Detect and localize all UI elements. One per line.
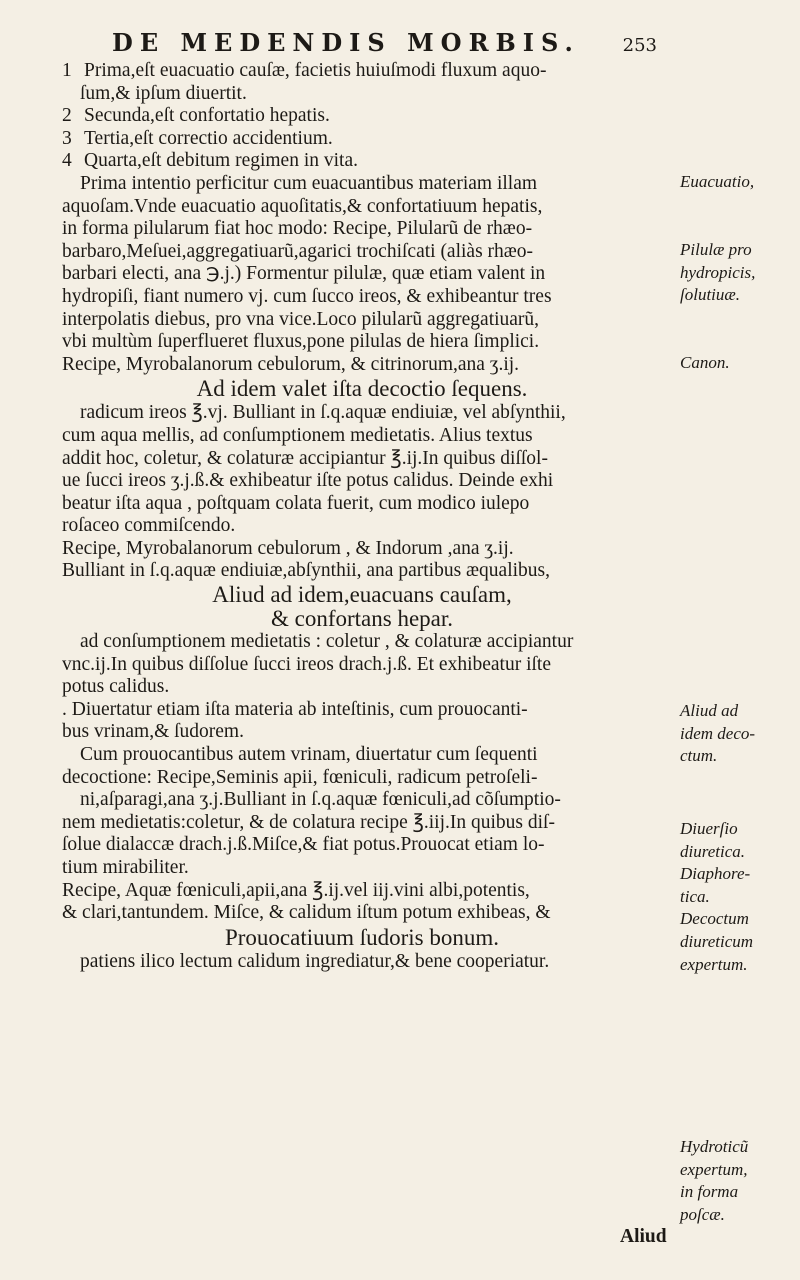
section-heading: & confortans hepar. (270, 607, 454, 632)
text-line: addit hoc, coletur, & colaturæ accipiantur ℥.ij.In quibus diſſol- (62, 447, 548, 469)
text-line: ue ſucci ireos ʒ.j.ß.& exhibeatur iſte potus calidus. Deinde exhi (62, 470, 554, 492)
text-line: cum aqua mellis, ad conſumptionem medietatis. Alius textus (62, 424, 533, 446)
text-line: aquoſam.Vnde euacuatio aquoſitatis,& confortatiuum hepatis, (62, 195, 543, 217)
text-line: Recipe, Aquæ fœniculi,apii,ana ℥.ij.vel iij.vini albi,potentis, (62, 879, 530, 901)
text-line: Prima intentio perficitur cum euacuantibus materiam illam (80, 172, 538, 194)
text-line (62, 973, 662, 996)
text-line: bus vrinam,& ſudorem. (62, 721, 244, 743)
margin-note: Diuerſio diuretica. Diaphore- tica. Decoctum diureticum expertum. (680, 819, 754, 974)
text-line: tium mirabiliter. (62, 857, 189, 878)
text-line: 2 Secunda,eſt confortatio hepatis. (62, 105, 330, 127)
text-line: vbi multùm ſuperflueret fluxus,pone pilulas de hiera ſimplici. (62, 331, 540, 353)
section-heading: Ad idem valet iſta decoctio ſequens. (196, 376, 528, 402)
text-line: 4 Quarta,eſt debitum regimen in vita. (62, 150, 358, 172)
text-line: 1 Prima,eſt euacuatio cauſæ, facietis huiuſmodi fluxum aquo- (62, 60, 547, 81)
text-line: vnc.ij.In quibus diſſolue ſucci ireos drach.j.ß. Et exhibeatur iſte (62, 653, 551, 675)
running-title: DE MEDENDIS MORBIS. (112, 28, 580, 57)
text-line: potus calidus. (62, 676, 170, 698)
text-line: roſaceo commiſcendo. (62, 515, 236, 537)
text-line: ſum,& ipſum diuertit. (80, 82, 247, 104)
section-heading: Prouocatiuum ſudoris bonum. (224, 924, 500, 950)
text-line: ni,aſparagi,ana ʒ.j.Bulliant in ſ.q.aquæ fœniculi,ad cõſumptio- (80, 789, 561, 811)
text-line: & clari,tantundem. Miſce, & calidum iſtum potum exhibeas, & (62, 902, 551, 924)
text-line: decoctione: Recipe,Seminis apii, fœniculi, radicum petroſeli- (62, 766, 538, 788)
text-line: patiens ilico lectum calidum ingrediatur,& bene cooperiatur. (80, 950, 550, 972)
text-line: . Diuertatur etiam iſta materia ab inteſtinis, cum prouocanti- (62, 698, 528, 720)
margin-note: Canon. (680, 353, 730, 372)
text-line: Cum prouocantibus autem vrinam, diuertatur cum ſequenti (80, 744, 538, 766)
text-line: nem medietatis:coletur, & de colatura recipe ℥.iij.In quibus diſ- (62, 811, 555, 833)
text-line: interpolatis diebus, pro vna vice.Loco pilularũ aggregatiuarũ, (62, 308, 540, 330)
margin-note: Hydroticũ expertum, in forma poſcæ. (680, 1137, 749, 1224)
text-line: Recipe, Myrobalanorum cebulorum, & citrinorum,ana ʒ.ij. (62, 353, 520, 375)
text-line (62, 996, 662, 1019)
text-line: 3 Tertia,eſt correctio accidentium. (62, 127, 333, 149)
margin-note: Aliud ad idem deco- ctum. (680, 701, 756, 766)
main-text (62, 60, 662, 1019)
text-line: hydropiſi, fiant numero vj. cum ſucco ireos, & exhibeantur tres (62, 285, 552, 307)
catchword: Aliud (620, 1226, 667, 1247)
text-line: ad conſumptionem medietatis : coletur , & colaturæ accipiantur (80, 631, 574, 653)
text-line: Bulliant in ſ.q.aquæ endiuiæ,abſynthii, ana partibus æqualibus, (62, 560, 550, 582)
margin-note: Pilulæ pro hydropicis, ſolutiuæ. (680, 240, 756, 305)
section-heading: Aliud ad idem,euacuans cauſam, (212, 583, 512, 608)
text-line: Recipe, Myrobalanorum cebulorum , & Indorum ,ana ʒ.ij. (62, 537, 514, 559)
text-line: beatur iſta aqua , poſtquam colata fuerit, cum modico iulepo (62, 492, 530, 514)
margin-note: Euacuatio, (680, 172, 755, 191)
text-line: barbaro,Meſuei,aggregatiuarũ,agarici trochiſcati (aliàs rhæo- (62, 240, 534, 262)
page-number: 253 (622, 35, 657, 56)
text-line: barbari electi, ana ℈.j.) Formentur pilulæ, quæ etiam valent in (62, 263, 546, 285)
text-line: in forma pilularum fiat hoc modo: Recipe, Pilularũ de rhæo- (62, 218, 533, 240)
text-line: radicum ireos ℥.vj. Bulliant in ſ.q.aquæ endiuiæ, vel abſynthii, (80, 402, 566, 424)
text-line: ſolue dialaccæ drach.j.ß.Miſce,& fiat potus.Prouocat etiam lo- (62, 834, 545, 856)
running-header (112, 28, 657, 57)
